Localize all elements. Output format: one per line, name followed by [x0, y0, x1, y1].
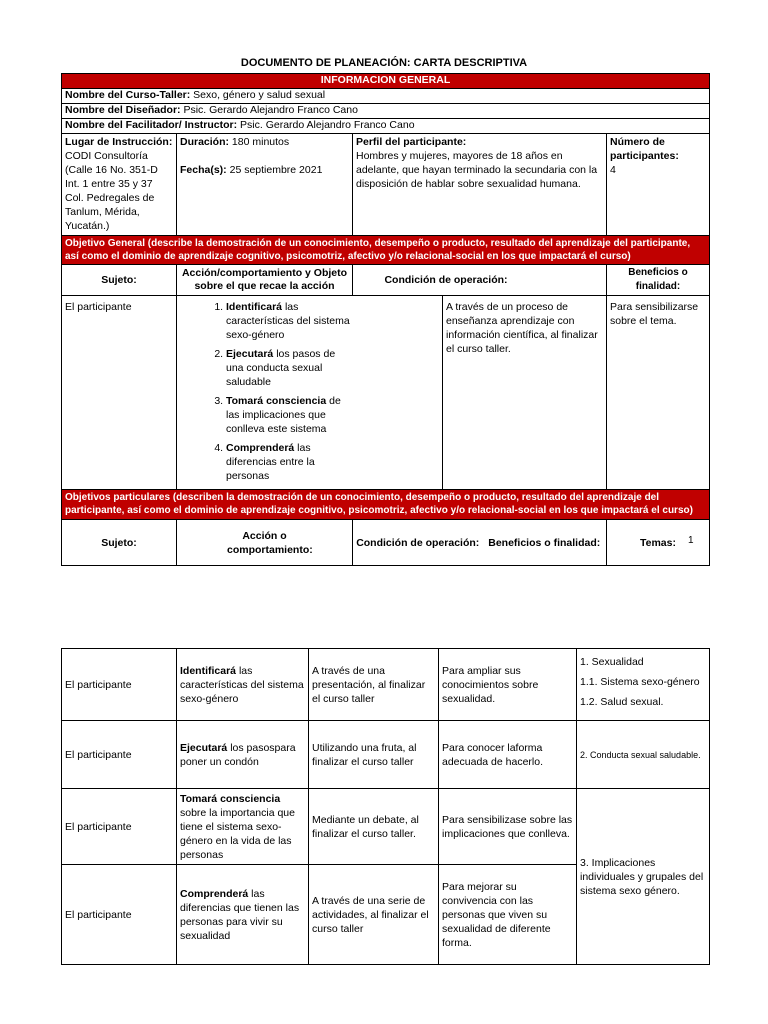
place-cell: [62, 134, 177, 236]
profile-cell: [353, 134, 607, 236]
facilitator-row: [62, 119, 710, 134]
designer-row: [62, 104, 710, 119]
row3-subject: El participante: [62, 789, 177, 865]
gen-action-header: Acción/comportamiento y Objeto sobre el que recae la acción: [177, 265, 353, 296]
row1-action: Identificará las características del sistema sexo-género: [177, 649, 309, 721]
gen-benefit-header: Beneficios o finalidad:: [607, 265, 710, 296]
particular-objectives-header: Objetivos particulares (describen la demostración de un conocimiento, desempeño o producto, resultado del aprendizaje del participante, así como el dominio de aprendizaje cognitivo, psicomotriz, afectivo y/o relacional-social en los que impactará el curso): [62, 490, 710, 520]
gen-action-item: 3. Tomará consciencia de las implicaciones que conlleva este sistema: [226, 394, 352, 436]
gen-benefit-cell: Para sensibilizarse sobre el tema.: [607, 296, 710, 490]
row4-condition: A través de una serie de actividades, al finalizar el curso taller: [309, 865, 439, 965]
duration-value: 180 minutos: [229, 136, 290, 148]
row3-condition: Mediante un debate, al finalizar el curso taller.: [309, 789, 439, 865]
course-value: Sexo, género y salud sexual: [190, 89, 326, 101]
row1-topics: 1. Sexualidad 1.1. Sistema sexo-género 1.2. Salud sexual.: [577, 649, 710, 721]
info-header: INFORMACION GENERAL: [62, 74, 710, 89]
course-row: [62, 89, 710, 104]
particular-objectives-table: [61, 648, 710, 965]
gen-condition-header: Condición de operación:: [353, 265, 607, 296]
part-action-header: Acción o comportamiento:: [177, 520, 353, 566]
duration-label: Duración:: [180, 136, 230, 148]
row2-topics: 2. Conducta sexual saludable.: [577, 721, 710, 789]
gen-condition-cell: A través de un proceso de enseñanza aprendizaje con información científica, al finalizar el curso taller.: [443, 296, 607, 490]
merged-topics: 3. Implicaciones individuales y grupales del sistema sexo género.: [577, 789, 710, 965]
gen-action-item: 2. Ejecutará los pasos de una conducta sexual saludable: [226, 347, 352, 389]
profile-label: Perfil del participante:: [356, 136, 467, 148]
row4-subject: El participante: [62, 865, 177, 965]
gen-action-item: 1. Identificará las características del sistema sexo-género: [226, 300, 352, 342]
row1-condition: A través de una presentación, al finalizar el curso taller: [309, 649, 439, 721]
dates-value: 25 septiembre 2021: [226, 164, 323, 176]
row1-subject: El participante: [62, 649, 177, 721]
facilitator-label: Nombre del Facilitador/ Instructor:: [65, 119, 238, 131]
profile-value: Hombres y mujeres, mayores de 18 años en adelante, que hayan terminado la secundaria con la disposición de hablar sobre sexualidad humana.: [356, 150, 598, 190]
part-benefit-label: Beneficios o finalidad:: [488, 536, 601, 549]
row3-benefit: Para sensibilizase sobre las implicaciones que conlleva.: [439, 789, 577, 865]
place-value: CODI Consultoría (Calle 16 No. 351-D Int. 1 entre 35 y 37 Col. Pedregales de Tanlum, Mérida, Yucatán.): [65, 150, 158, 232]
designer-value: Psic. Gerardo Alejandro Franco Cano: [180, 104, 358, 116]
part-subject-header: Sujeto:: [62, 520, 177, 566]
gen-actions-list: [180, 300, 352, 483]
general-objective-header: Objetivo General (describe la demostración de un conocimiento, desempeño o producto, resultado del aprendizaje del participante, así como el dominio de aprendizaje cognitivo, psicomotriz, afectivo y/o relacional-social en los que impactará el curso): [62, 236, 710, 265]
place-label: Lugar de Instrucción:: [65, 136, 173, 148]
row2-subject: El participante: [62, 721, 177, 789]
part-condition-header: [353, 520, 607, 566]
duration-cell: [177, 134, 353, 236]
participants-label: Número de participantes:: [610, 136, 679, 162]
row1-benefit: Para ampliar sus conocimientos sobre sexualidad.: [439, 649, 577, 721]
row4-benefit: Para mejorar su convivencia con las personas que viven su sexualidad de diferente forma.: [439, 865, 577, 965]
designer-label: Nombre del Diseñador:: [65, 104, 181, 116]
row3-action: Tomará consciencia sobre la importancia que tiene el sistema sexo-género en la vida de las personas: [177, 789, 309, 865]
gen-actions-cell: [177, 296, 443, 490]
row2-condition: Utilizando una fruta, al finalizar el curso taller: [309, 721, 439, 789]
part-condition-label: Condición de operación:: [356, 536, 480, 549]
row2-benefit: Para conocer laforma adecuada de hacerlo.: [439, 721, 577, 789]
gen-subject-cell: El participante: [62, 296, 177, 490]
participants-value: 4: [610, 164, 616, 176]
page-number: 1: [688, 535, 694, 546]
row4-action: Comprenderá las diferencias que tienen las personas para vivir su sexualidad: [177, 865, 309, 965]
row2-action: Ejecutará los pasospara poner un condón: [177, 721, 309, 789]
dates-label: Fecha(s):: [180, 164, 227, 176]
document-title: DOCUMENTO DE PLANEACIÓN: CARTA DESCRIPTIVA: [240, 57, 528, 69]
gen-action-item: 4. Comprenderá las diferencias entre la personas: [226, 441, 352, 483]
facilitator-value: Psic. Gerardo Alejandro Franco Cano: [237, 119, 415, 131]
gen-subject-header: Sujeto:: [62, 265, 177, 296]
general-info-table: [61, 73, 710, 566]
course-label: Nombre del Curso-Taller:: [65, 89, 191, 101]
participants-cell: [607, 134, 710, 236]
part-topics-header: Temas:: [607, 520, 710, 566]
